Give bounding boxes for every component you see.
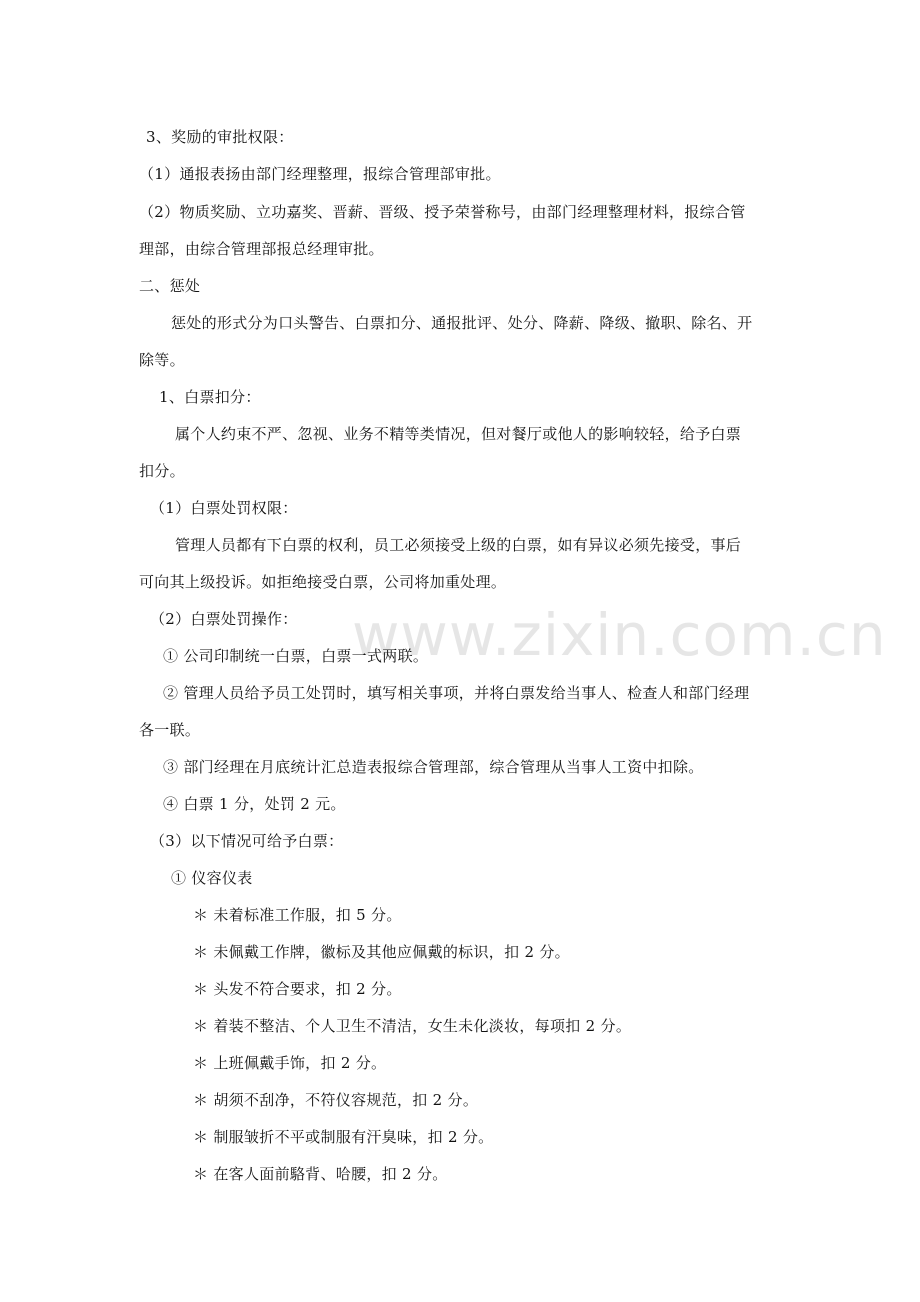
text-line: （1）通报表扬由部门经理整理，报综合管理部审批。 xyxy=(139,165,501,183)
list-item: ＊ 胡须不刮净，不符仪容规范，扣 2 分。 xyxy=(193,1091,479,1109)
text-line: ③ 部门经理在月底统计汇总造表报综合管理部，综合管理从当事人工资中扣除。 xyxy=(163,758,704,776)
text-line: ④ 白票 1 分，处罚 2 元。 xyxy=(163,795,346,813)
list-item: ＊ 未佩戴工作牌，徽标及其他应佩戴的标识，扣 2 分。 xyxy=(193,943,570,961)
text-line: （2）物质奖励、立功嘉奖、晋薪、晋级、授予荣誉称号，由部门经理整理材料，报综合管 xyxy=(139,203,746,221)
section-heading: 二、惩处 xyxy=(139,277,201,295)
list-item: ＊ 未着标准工作服，扣 5 分。 xyxy=(193,906,402,924)
list-item: ＊ 制服皱折不平或制服有汗臭味，扣 2 分。 xyxy=(193,1128,494,1146)
text-line: 1、白票扣分： xyxy=(159,388,261,406)
text-line: 各一联。 xyxy=(139,721,201,739)
text-line: ① 仪容仪表 xyxy=(171,869,253,887)
text-line: ② 管理人员给予员工处罚时，填写相关事项，并将白票发给当事人、检查人和部门经理 xyxy=(163,684,750,702)
text-line: 可向其上级投诉。如拒绝接受白票，公司将加重处理。 xyxy=(139,573,507,591)
text-line: （1）白票处罚权限： xyxy=(150,499,298,517)
text-line: ① 公司印制统一白票，白票一式两联。 xyxy=(163,647,429,665)
watermark: www.zixin.com.cn xyxy=(352,601,887,669)
list-item: ＊ 头发不符合要求，扣 2 分。 xyxy=(193,980,402,998)
list-item: ＊ 在客人面前駱背、哈腰，扣 2 分。 xyxy=(193,1165,448,1183)
list-item: ＊ 着装不整洁、个人卫生不清洁，女生未化淡妆，每项扣 2 分。 xyxy=(193,1017,632,1035)
text-line: 惩处的形式分为口头警告、白票扣分、通报批评、处分、降薪、降级、撤职、除名、开 xyxy=(171,314,753,332)
text-line: 扣分。 xyxy=(139,462,185,480)
text-line: 除等。 xyxy=(139,351,185,369)
text-line: （3）以下情况可给予白票： xyxy=(150,832,344,850)
text-line: （2）白票处罚操作： xyxy=(150,610,298,628)
text-line: 理部，由综合管理部报总经理审批。 xyxy=(139,240,384,258)
text-line: 管理人员都有下白票的权利，员工必须接受上级的白票，如有异议必须先接受，事后 xyxy=(175,536,742,554)
list-item: ＊ 上班佩戴手饰，扣 2 分。 xyxy=(193,1054,387,1072)
text-line: 3、奖励的审批权限： xyxy=(146,128,294,146)
text-line: 属个人约束不严、忽视、业务不精等类情况，但对餐厅或他人的影响较轻，给予白票 xyxy=(175,425,742,443)
